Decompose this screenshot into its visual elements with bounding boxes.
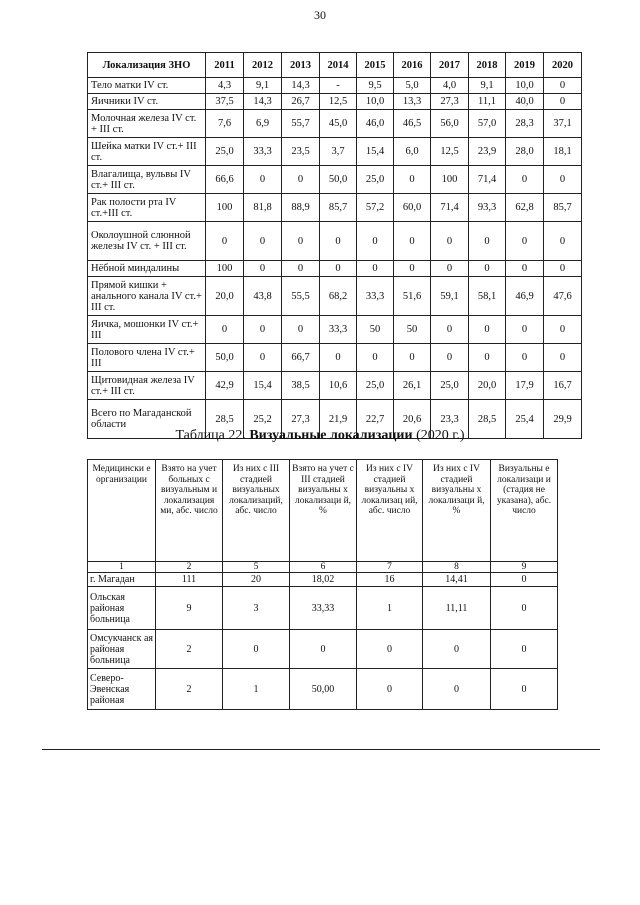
- value-cell: 0: [506, 344, 544, 372]
- value-cell: 60,0: [394, 194, 431, 222]
- column-number: 5: [223, 562, 290, 573]
- value-cell: 0: [544, 261, 582, 277]
- localization-label: Тело матки IV ст.: [88, 78, 206, 94]
- value-cell: 10,0: [506, 78, 544, 94]
- localization-label: Влагалища, вульвы IV ст.+ III ст.: [88, 166, 206, 194]
- value-cell: 0: [357, 669, 423, 710]
- value-cell: 100: [431, 166, 469, 194]
- value-cell: 0: [431, 316, 469, 344]
- value-cell: 59,1: [431, 277, 469, 316]
- table-row: [88, 222, 582, 261]
- value-cell: 20,0: [469, 372, 506, 400]
- localization-label: Шейка матки IV ст.+ III ст.: [88, 138, 206, 166]
- footer-divider: [42, 749, 600, 750]
- value-cell: 0: [244, 261, 282, 277]
- value-cell: 0: [423, 669, 491, 710]
- value-cell: 14,3: [244, 94, 282, 110]
- header-cell: Из них с III стадией визуальных локализаций, абс. число: [223, 460, 290, 562]
- header-cell: 2011: [206, 53, 244, 78]
- header-cell: Взято на учет с III стадией визуальны х локализаци й, %: [290, 460, 357, 562]
- localization-label: Рак полости рта IV ст.+III ст.: [88, 194, 206, 222]
- header-cell: 2017: [431, 53, 469, 78]
- value-cell: 0: [491, 573, 558, 587]
- value-cell: 0: [282, 316, 320, 344]
- value-cell: 68,2: [320, 277, 357, 316]
- value-cell: 0: [282, 261, 320, 277]
- localization-label: Яичники IV ст.: [88, 94, 206, 110]
- value-cell: 0: [290, 630, 357, 669]
- header-cell: Из них с IV стадией визуальны х локализац ий, абс. число: [357, 460, 423, 562]
- value-cell: 55,7: [282, 110, 320, 138]
- value-cell: 25,0: [431, 372, 469, 400]
- table-row: [88, 372, 582, 400]
- header-cell: 2014: [320, 53, 357, 78]
- value-cell: 0: [491, 630, 558, 669]
- value-cell: 0: [357, 344, 394, 372]
- value-cell: 27,3: [282, 400, 320, 439]
- value-cell: 0: [206, 222, 244, 261]
- value-cell: 33,3: [320, 316, 357, 344]
- value-cell: 85,7: [320, 194, 357, 222]
- value-cell: 25,0: [357, 372, 394, 400]
- header-cell: Из них с IV стадией визуальны х локализаци й, %: [423, 460, 491, 562]
- value-cell: 3: [223, 587, 290, 630]
- localization-label: Околоушной слюнной железы IV ст. + III ст.: [88, 222, 206, 261]
- value-cell: 50,0: [320, 166, 357, 194]
- value-cell: 6,0: [394, 138, 431, 166]
- value-cell: 1: [223, 669, 290, 710]
- value-cell: 46,0: [357, 110, 394, 138]
- value-cell: 46,5: [394, 110, 431, 138]
- value-cell: 58,1: [469, 277, 506, 316]
- value-cell: 0: [491, 587, 558, 630]
- column-number: 6: [290, 562, 357, 573]
- header-cell: 2016: [394, 53, 431, 78]
- value-cell: 38,5: [282, 372, 320, 400]
- value-cell: 20,6: [394, 400, 431, 439]
- value-cell: 0: [469, 316, 506, 344]
- value-cell: 0: [244, 344, 282, 372]
- value-cell: 25,4: [506, 400, 544, 439]
- value-cell: 23,5: [282, 138, 320, 166]
- value-cell: 0: [244, 222, 282, 261]
- value-cell: 18,1: [544, 138, 582, 166]
- value-cell: 0: [394, 261, 431, 277]
- table-row: [88, 316, 582, 344]
- value-cell: 0: [491, 669, 558, 710]
- value-cell: 66,6: [206, 166, 244, 194]
- column-number: 7: [357, 562, 423, 573]
- value-cell: 62,8: [506, 194, 544, 222]
- table-header-row: [88, 53, 582, 78]
- value-cell: 28,5: [206, 400, 244, 439]
- value-cell: 43,8: [244, 277, 282, 316]
- caption-prefix: Таблица 22.: [175, 428, 250, 443]
- column-number: 8: [423, 562, 491, 573]
- value-cell: 0: [544, 94, 582, 110]
- value-cell: 2: [156, 630, 223, 669]
- header-cell: Визуальны е локализаци и (стадия не указана), абс. число: [491, 460, 558, 562]
- value-cell: 0: [357, 222, 394, 261]
- value-cell: 17,9: [506, 372, 544, 400]
- value-cell: 0: [506, 316, 544, 344]
- column-number: 1: [88, 562, 156, 573]
- header-cell: Локализация ЗНО: [88, 53, 206, 78]
- value-cell: 13,3: [394, 94, 431, 110]
- value-cell: 0: [394, 344, 431, 372]
- value-cell: 26,1: [394, 372, 431, 400]
- value-cell: 0: [282, 222, 320, 261]
- value-cell: 6,9: [244, 110, 282, 138]
- value-cell: 15,4: [244, 372, 282, 400]
- table-row: [88, 94, 582, 110]
- value-cell: 0: [431, 344, 469, 372]
- value-cell: 0: [469, 344, 506, 372]
- value-cell: 45,0: [320, 110, 357, 138]
- value-cell: 9: [156, 587, 223, 630]
- value-cell: 111: [156, 573, 223, 587]
- value-cell: 0: [469, 222, 506, 261]
- value-cell: 20,0: [206, 277, 244, 316]
- table-row: [88, 630, 558, 669]
- value-cell: 28,0: [506, 138, 544, 166]
- value-cell: 55,5: [282, 277, 320, 316]
- value-cell: 50: [357, 316, 394, 344]
- value-cell: 0: [206, 316, 244, 344]
- value-cell: 0: [320, 344, 357, 372]
- organization-label: Ольская районая больница: [88, 587, 156, 630]
- value-cell: 71,4: [469, 166, 506, 194]
- value-cell: 11,1: [469, 94, 506, 110]
- value-cell: 23,3: [431, 400, 469, 439]
- localization-label: Яичка, мошонки IV ст.+ III: [88, 316, 206, 344]
- value-cell: 66,7: [282, 344, 320, 372]
- organization-label: г. Магадан: [88, 573, 156, 587]
- value-cell: 0: [394, 166, 431, 194]
- header-cell: 2015: [357, 53, 394, 78]
- visual-localizations-table: [87, 459, 558, 710]
- column-number: 9: [491, 562, 558, 573]
- value-cell: 0: [244, 316, 282, 344]
- localization-label: Полового члена IV ст.+ III: [88, 344, 206, 372]
- value-cell: 16: [357, 573, 423, 587]
- value-cell: 37,1: [544, 110, 582, 138]
- value-cell: 14,41: [423, 573, 491, 587]
- organization-label: Омсукчанск ая районая больница: [88, 630, 156, 669]
- localization-label: Всего по Магаданской области: [88, 400, 206, 439]
- column-number: 2: [156, 562, 223, 573]
- value-cell: 42,9: [206, 372, 244, 400]
- value-cell: 0: [506, 261, 544, 277]
- value-cell: 4,0: [431, 78, 469, 94]
- value-cell: 21,9: [320, 400, 357, 439]
- table-row: [88, 110, 582, 138]
- table-header-row: [88, 460, 558, 562]
- table-row: [88, 261, 582, 277]
- header-cell: 2012: [244, 53, 282, 78]
- value-cell: 51,6: [394, 277, 431, 316]
- value-cell: 18,02: [290, 573, 357, 587]
- header-cell: 2018: [469, 53, 506, 78]
- localization-label: Прямой кишки + анального канала IV ст.+ III ст.: [88, 277, 206, 316]
- value-cell: 11,11: [423, 587, 491, 630]
- value-cell: 2: [156, 669, 223, 710]
- value-cell: 100: [206, 261, 244, 277]
- value-cell: 81,8: [244, 194, 282, 222]
- header-cell: Медицински е организации: [88, 460, 156, 562]
- value-cell: 4,3: [206, 78, 244, 94]
- header-cell: Взято на учет больных с визуальным и локализация ми, абс. число: [156, 460, 223, 562]
- value-cell: 25,2: [244, 400, 282, 439]
- table-row: [88, 669, 558, 710]
- value-cell: 0: [357, 261, 394, 277]
- value-cell: 0: [223, 630, 290, 669]
- value-cell: 47,6: [544, 277, 582, 316]
- value-cell: 9,1: [244, 78, 282, 94]
- value-cell: 56,0: [431, 110, 469, 138]
- value-cell: 50: [394, 316, 431, 344]
- value-cell: 50,00: [290, 669, 357, 710]
- value-cell: 37,5: [206, 94, 244, 110]
- value-cell: 3,7: [320, 138, 357, 166]
- header-cell: 2020: [544, 53, 582, 78]
- value-cell: 0: [357, 630, 423, 669]
- value-cell: 33,3: [357, 277, 394, 316]
- value-cell: 0: [544, 78, 582, 94]
- value-cell: 7,6: [206, 110, 244, 138]
- value-cell: 46,9: [506, 277, 544, 316]
- value-cell: 25,0: [206, 138, 244, 166]
- value-cell: 57,2: [357, 194, 394, 222]
- table-caption: [0, 428, 640, 444]
- value-cell: 71,4: [431, 194, 469, 222]
- value-cell: 93,3: [469, 194, 506, 222]
- localization-label: Молочная железа IV ст. + III ст.: [88, 110, 206, 138]
- value-cell: 88,9: [282, 194, 320, 222]
- value-cell: 1: [357, 587, 423, 630]
- value-cell: 0: [394, 222, 431, 261]
- value-cell: 5,0: [394, 78, 431, 94]
- value-cell: 29,9: [544, 400, 582, 439]
- value-cell: 0: [320, 222, 357, 261]
- value-cell: 0: [506, 166, 544, 194]
- value-cell: 85,7: [544, 194, 582, 222]
- organization-label: Северо-Эвенская районая: [88, 669, 156, 710]
- table-body: [88, 573, 558, 710]
- header-cell: 2019: [506, 53, 544, 78]
- value-cell: 25,0: [357, 166, 394, 194]
- table-row: [88, 166, 582, 194]
- value-cell: 16,7: [544, 372, 582, 400]
- value-cell: 22,7: [357, 400, 394, 439]
- value-cell: 14,3: [282, 78, 320, 94]
- value-cell: 0: [469, 261, 506, 277]
- value-cell: 0: [544, 166, 582, 194]
- value-cell: 12,5: [431, 138, 469, 166]
- value-cell: 0: [320, 261, 357, 277]
- table-body: [88, 78, 582, 439]
- value-cell: 0: [431, 222, 469, 261]
- value-cell: 33,3: [244, 138, 282, 166]
- value-cell: 28,5: [469, 400, 506, 439]
- value-cell: 0: [423, 630, 491, 669]
- table-row: [88, 194, 582, 222]
- localization-label: Щитовидная железа IV ст.+ III ст.: [88, 372, 206, 400]
- value-cell: 33,33: [290, 587, 357, 630]
- caption-suffix: (2020 г.): [412, 428, 465, 443]
- column-number-row: [88, 562, 558, 573]
- value-cell: 10,6: [320, 372, 357, 400]
- value-cell: 0: [544, 222, 582, 261]
- table-row: [88, 138, 582, 166]
- value-cell: 26,7: [282, 94, 320, 110]
- value-cell: 27,3: [431, 94, 469, 110]
- table-row: [88, 573, 558, 587]
- value-cell: 50,0: [206, 344, 244, 372]
- value-cell: 0: [544, 344, 582, 372]
- value-cell: 12,5: [320, 94, 357, 110]
- table-row: [88, 277, 582, 316]
- value-cell: 9,1: [469, 78, 506, 94]
- value-cell: -: [320, 78, 357, 94]
- localization-percent-table: [87, 52, 582, 439]
- value-cell: 20: [223, 573, 290, 587]
- value-cell: 0: [431, 261, 469, 277]
- header-cell: 2013: [282, 53, 320, 78]
- value-cell: 10,0: [357, 94, 394, 110]
- value-cell: 0: [244, 166, 282, 194]
- value-cell: 23,9: [469, 138, 506, 166]
- caption-title: Визуальные локализации: [249, 428, 413, 443]
- value-cell: 28,3: [506, 110, 544, 138]
- value-cell: 57,0: [469, 110, 506, 138]
- value-cell: 15,4: [357, 138, 394, 166]
- localization-label: Нёбной миндалины: [88, 261, 206, 277]
- value-cell: 100: [206, 194, 244, 222]
- value-cell: 0: [282, 166, 320, 194]
- value-cell: 0: [544, 316, 582, 344]
- table-row: [88, 78, 582, 94]
- table-row: [88, 587, 558, 630]
- page-number: 30: [314, 8, 326, 22]
- value-cell: 9,5: [357, 78, 394, 94]
- value-cell: 0: [506, 222, 544, 261]
- table-row: [88, 344, 582, 372]
- value-cell: 40,0: [506, 94, 544, 110]
